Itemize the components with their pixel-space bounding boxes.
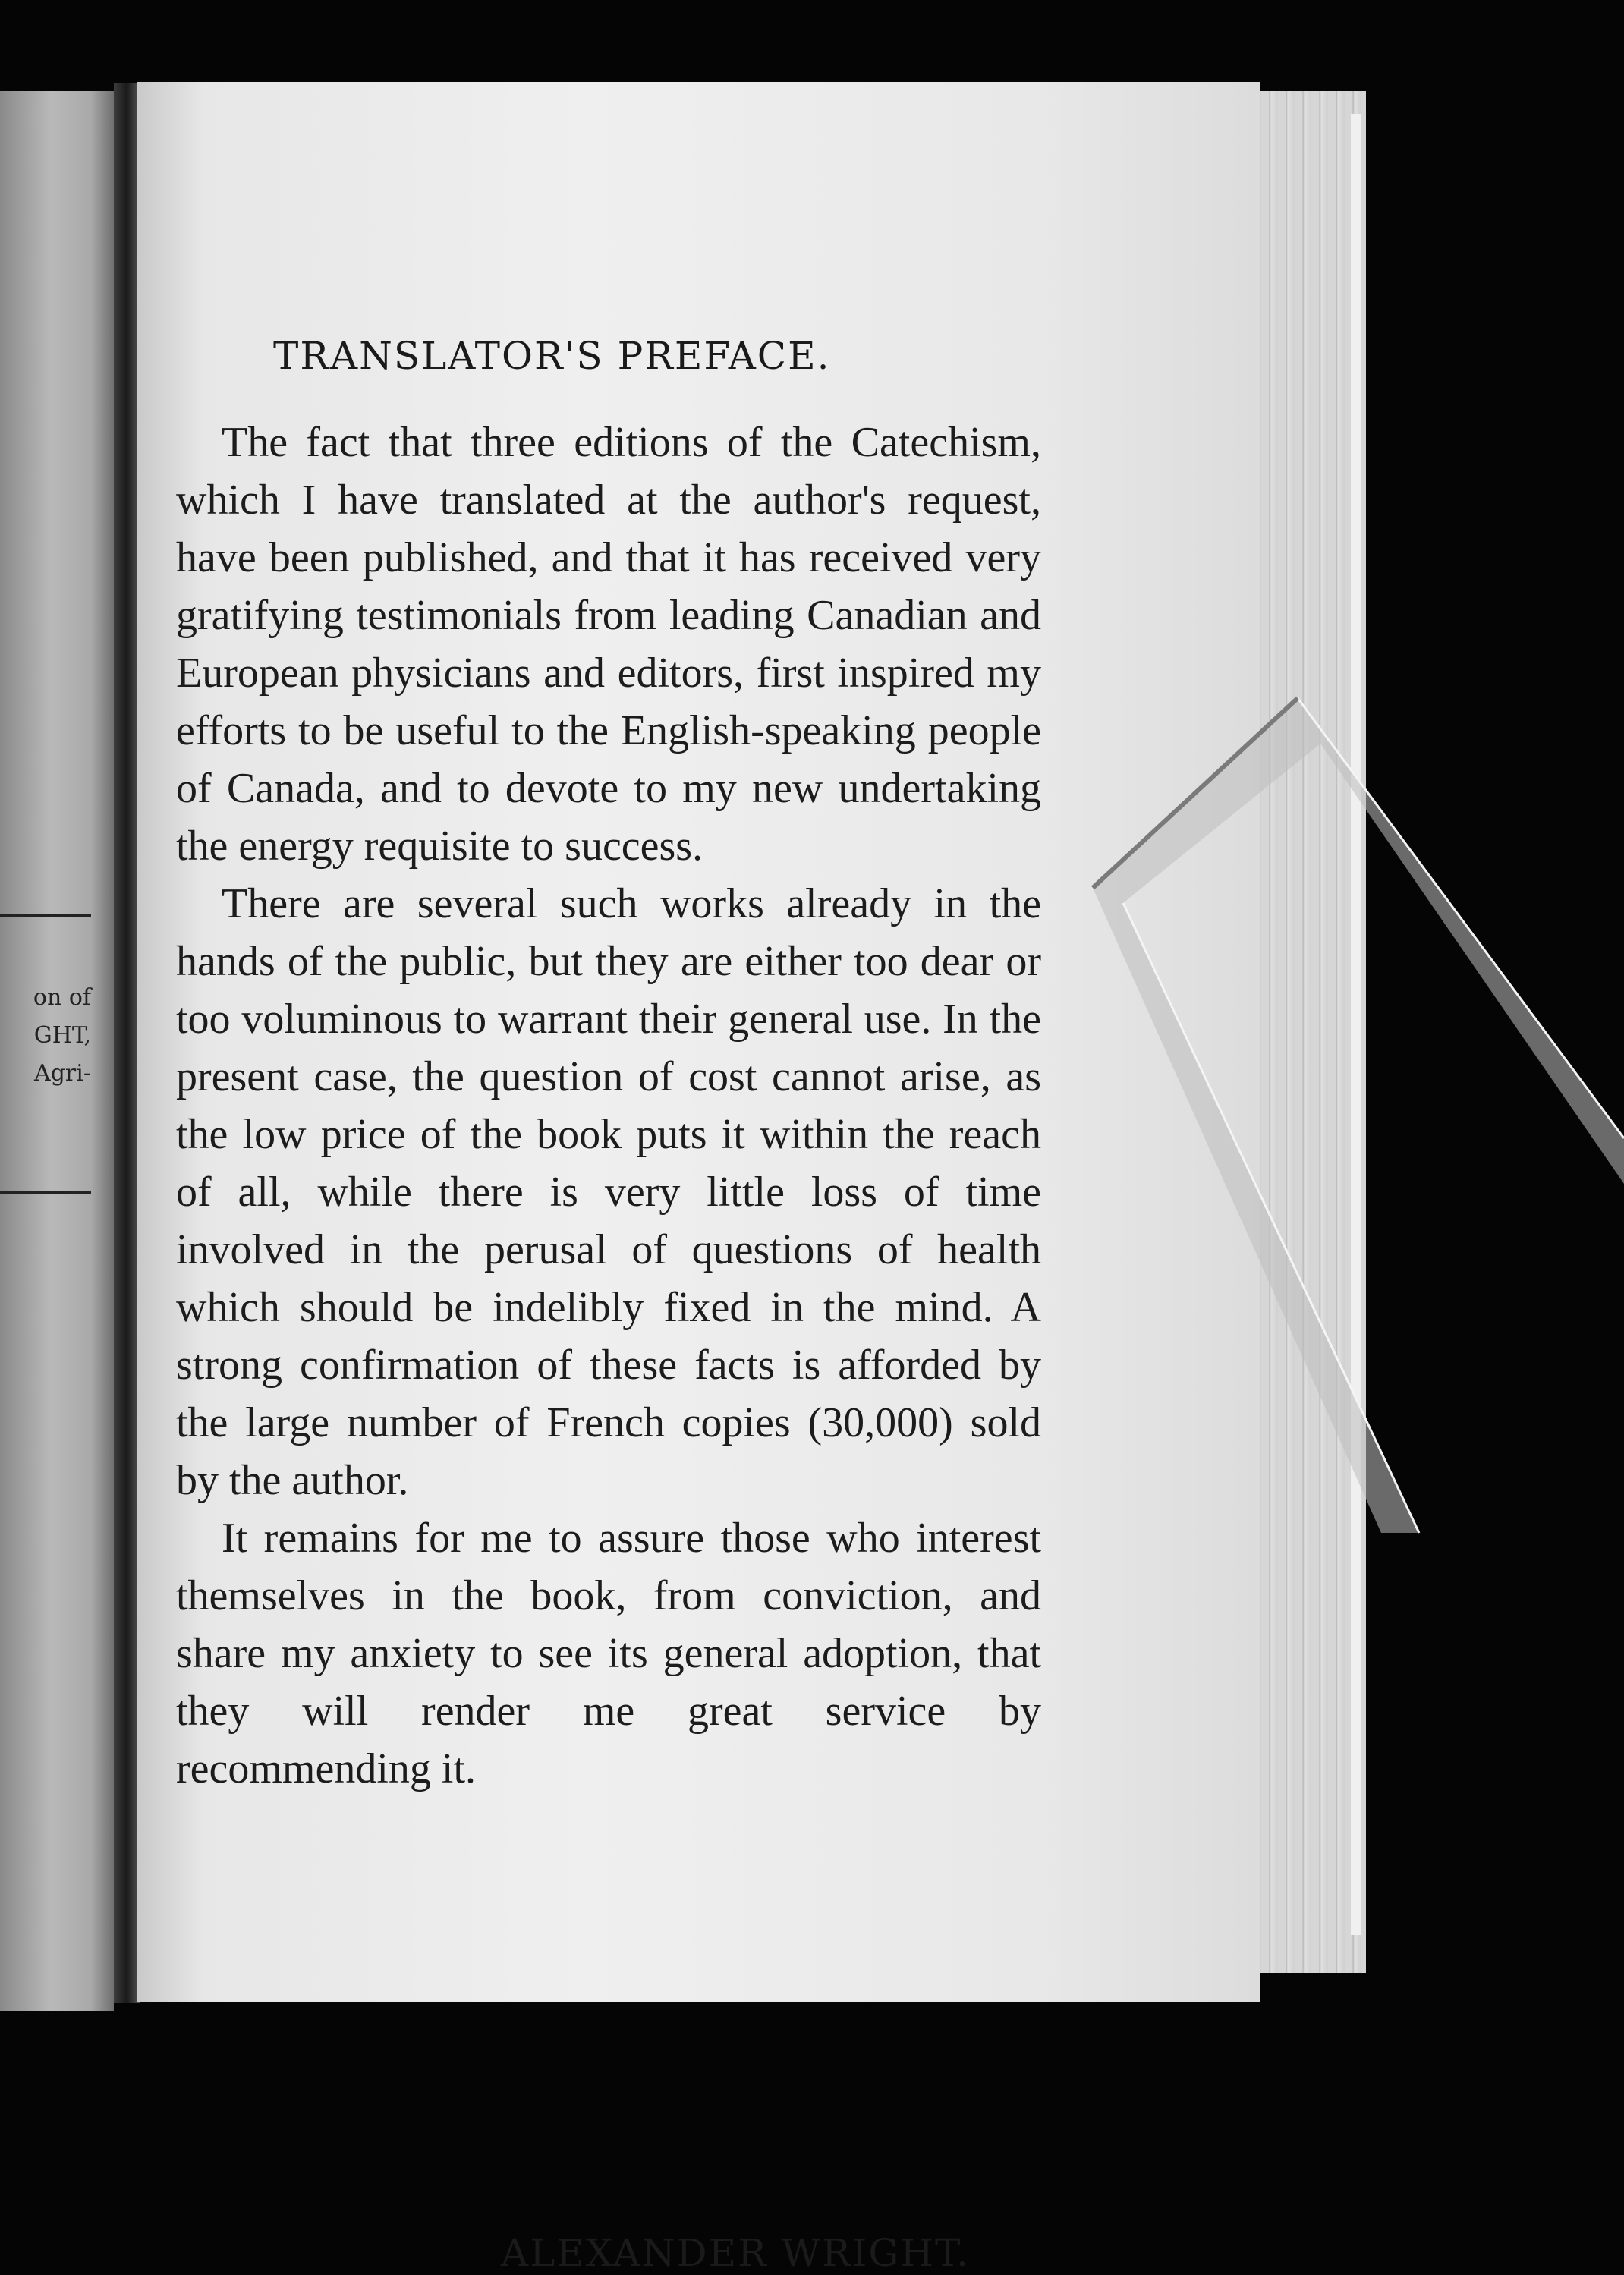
preface-body [176,414,1041,1798]
left-page-rule-bottom [0,1191,91,1194]
page-stack-edge-highlight [1351,114,1361,1935]
left-facing-page [0,91,114,2011]
preface-paragraph-1: The fact that three editions of the Catechism, which I have translated at the author's request, have been published, and that it has received very gratifying testimonials from leading Canadian and European physicians and editors, first inspired my efforts to be useful to the English-speaking people of Canada, and to devote to my new undertaking the energy requisite to success. [176,419,1041,870]
left-page-rule-top [0,914,91,917]
left-page-fragment-1: on of [33,984,91,1011]
page-stack-edges [1245,91,1366,1973]
translator-signature: ALEXANDER WRIGHT. [501,2231,970,2275]
preface-paragraph-2: There are several such works already in the hands of the public, but they are either too dear or too voluminous to warrant their general use. In the present case, the question of cost cannot arise, as the low price of the book puts it within the reach of all, while there is very little loss of time involved in the perusal of questions of health which should be indelibly fixed in the mind. A strong confirmation of these facts is afforded by the large number of French copies (30,000) sold by the author. [176,880,1041,1504]
left-page-fragment-2: GHT, [33,1022,91,1049]
book-gutter [114,83,140,2003]
left-page-fragment-3: Agri- [34,1060,91,1087]
preface-paragraph-3: It remains for me to assure those who interest themselves in the book, from conviction, and share my anxiety to see its general adoption, that they will render me great service by recommending it. [176,1515,1041,1792]
preface-heading: TRANSLATOR'S PREFACE. [273,334,831,378]
